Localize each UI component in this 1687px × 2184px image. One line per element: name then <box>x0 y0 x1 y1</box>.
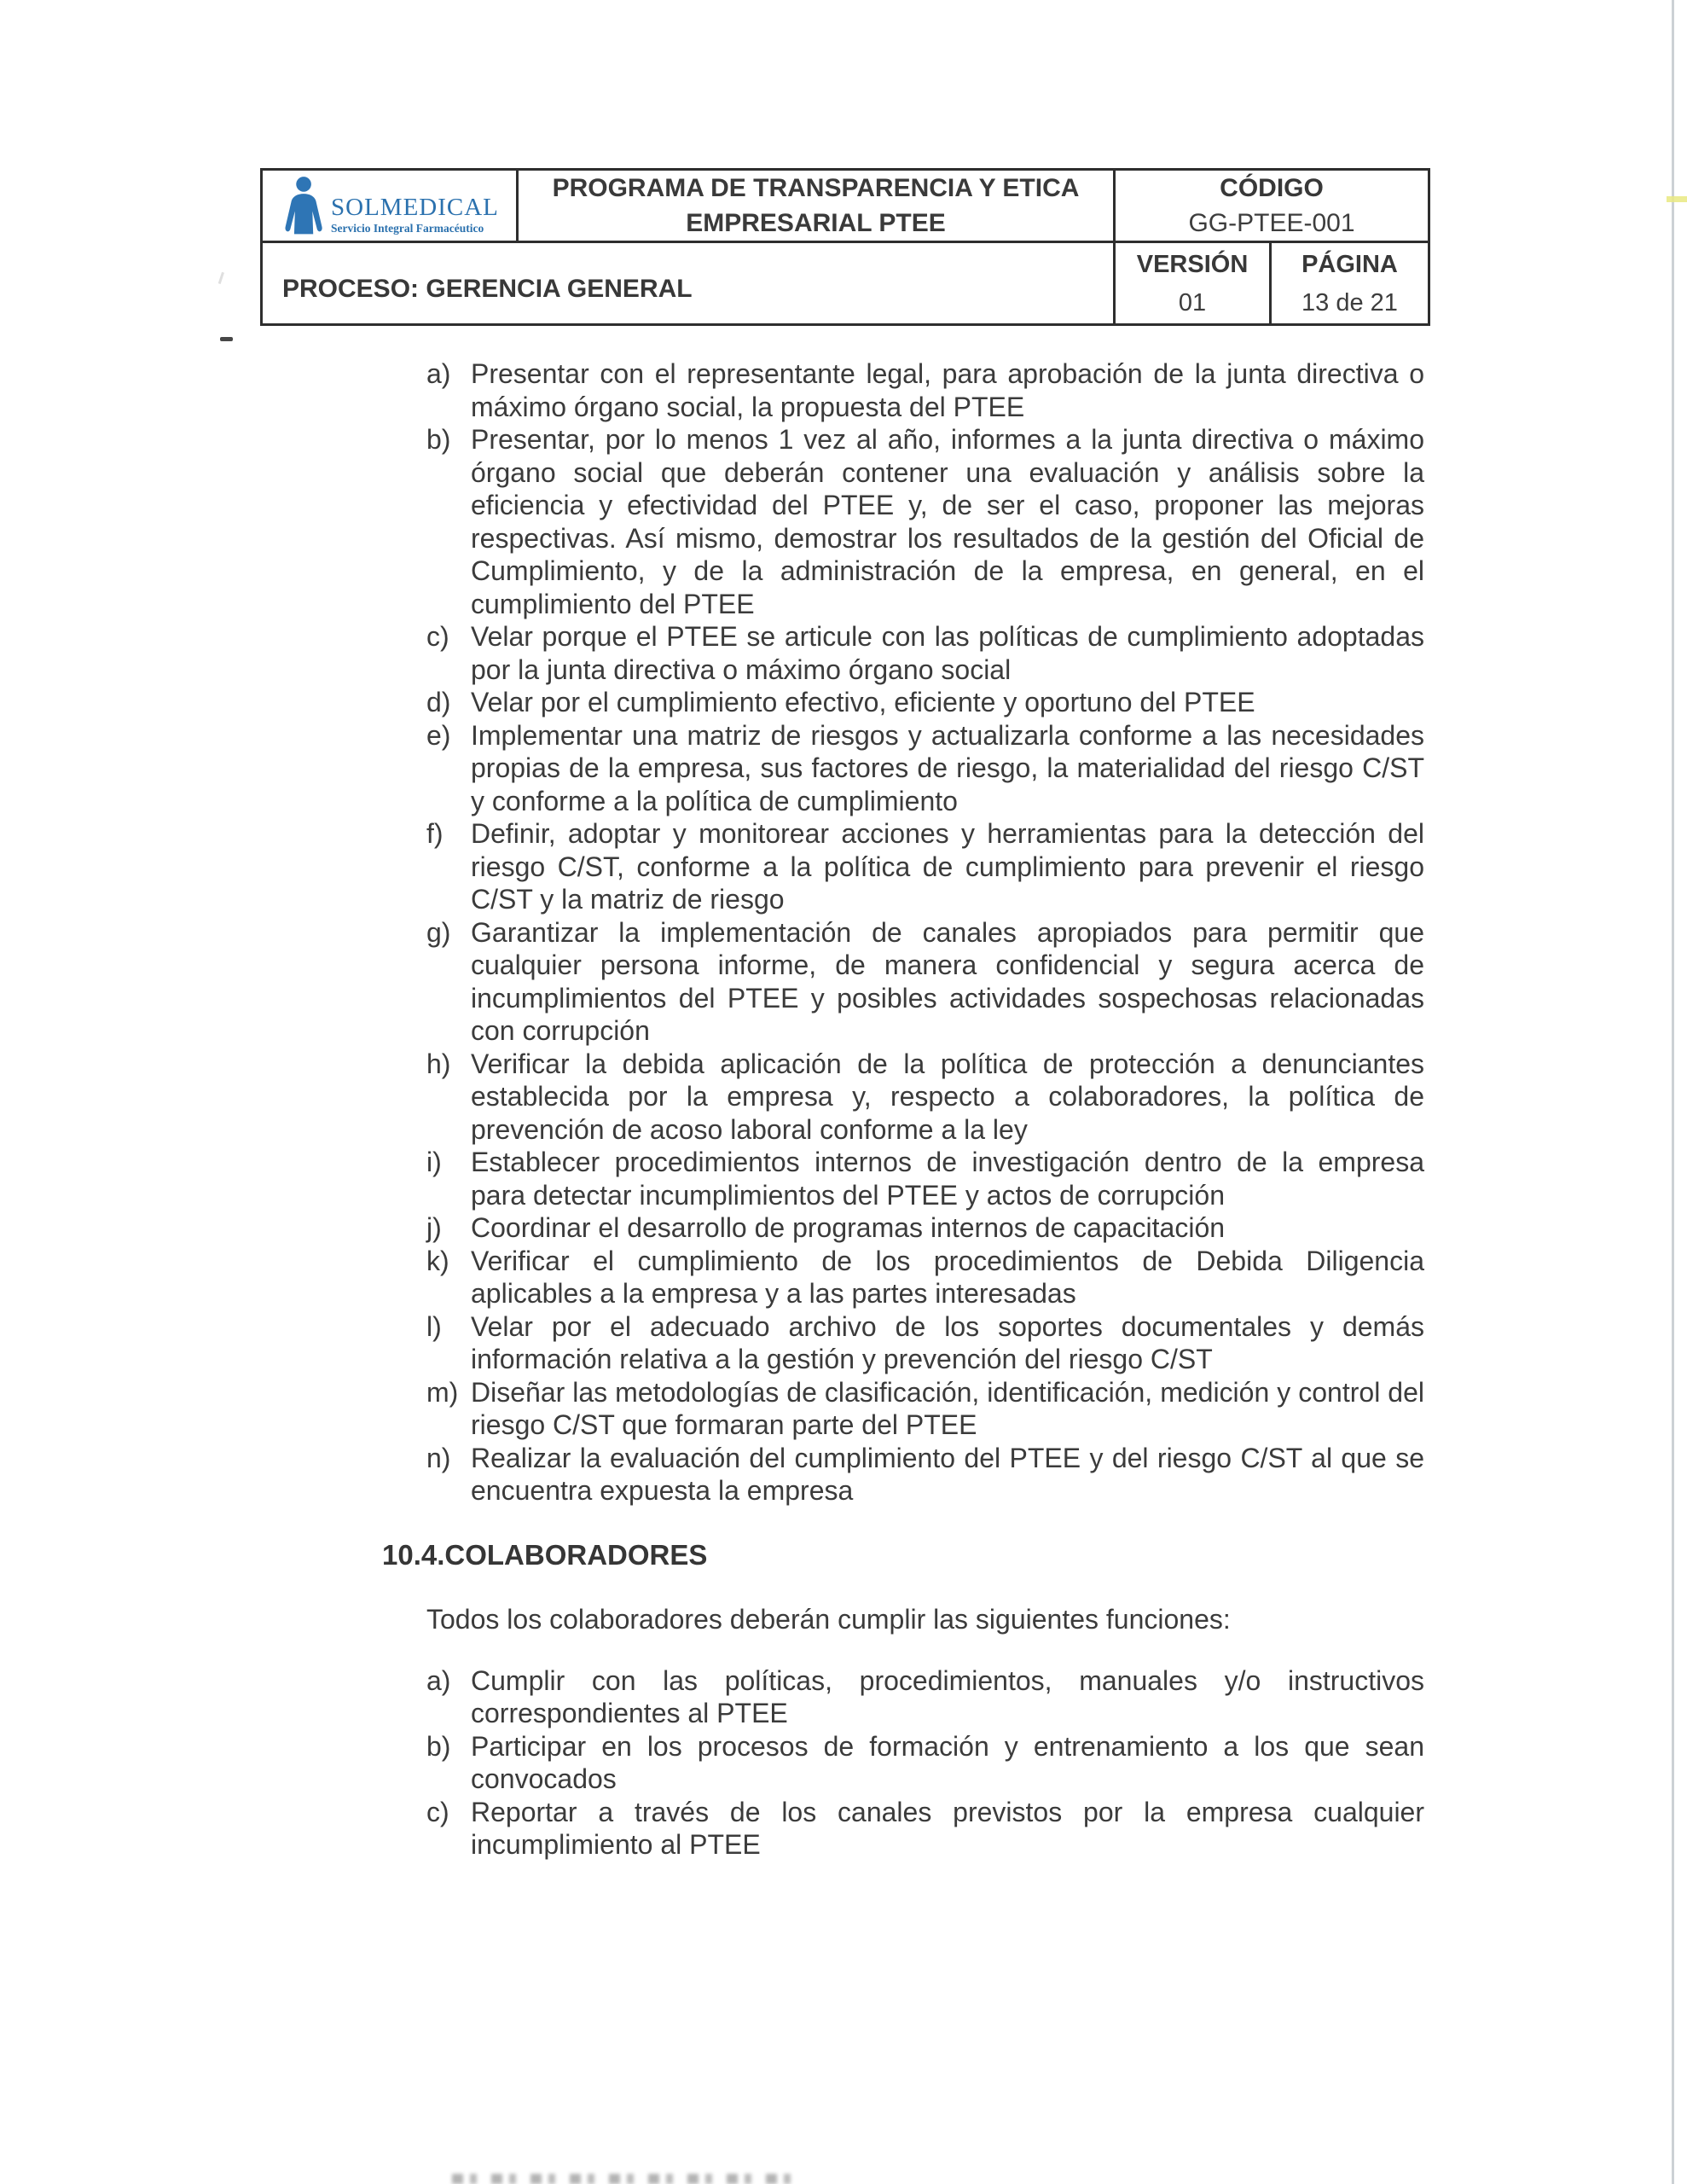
list-item-text: Presentar con el representante legal, para aprobación de la junta directiva o máximo órgano social, la propuesta del PTEE <box>471 358 1424 422</box>
header-table <box>260 168 1430 326</box>
proceso-label: PROCESO: GERENCIA GENERAL <box>282 275 693 303</box>
codigo-cell <box>1116 171 1428 241</box>
codigo-label: CÓDIGO <box>1220 173 1324 202</box>
list-item-letter: e) <box>426 719 451 751</box>
list-item <box>426 686 1424 719</box>
section-heading: 10.4.COLABORADORES <box>382 1538 708 1571</box>
list-item-text: Garantizar la implementación de canales apropiados para permitir que cualquier persona informe, de manera confidencial y segura acerca de incumplimientos del PTEE y posibles actividades sospechosas relacionadas con corrupción <box>471 916 1424 1046</box>
codigo-value: GG-PTEE-001 <box>1188 208 1355 237</box>
brand-text-block <box>331 195 499 235</box>
list-item-text: Participar en los procesos de formación y entrenamiento a los que sean convocados <box>471 1730 1424 1794</box>
list-item-text: Implementar una matriz de riesgos y actualizarla conforme a las necesidades propias de la empresa, sus factores de riesgo, la materialidad del riesgo C/ST y conforme a la política de cumplimiento <box>471 719 1424 816</box>
title-cell <box>519 171 1116 241</box>
list-item-letter: l) <box>426 1310 442 1342</box>
version-cell <box>1116 241 1272 323</box>
list-item-letter: k) <box>426 1245 449 1276</box>
list-item-text: Presentar, por lo menos 1 vez al año, informes a la junta directiva o máximo órgano social que deberán contener una evaluación y análisis sobre la eficiencia y efectividad del PTEE y, de ser el caso, proponer las mejoras respectivas. Así mismo, demostrar los resultados de la gestión del Oficial de Cumplimiento, y de la administración de la empresa, en general, en el cumplimiento del PTEE <box>471 424 1424 619</box>
list-item-letter: i) <box>426 1147 442 1177</box>
list-item-text: Velar por el adecuado archivo de los soportes documentales y demás información relativa a la gestión y prevención del riesgo C/ST <box>471 1310 1424 1374</box>
list-item-text: Realizar la evaluación del cumplimiento del PTEE y del riesgo C/ST al que se encuentra expuesta la empresa <box>471 1442 1424 1506</box>
scan-edge-line <box>1672 0 1674 2184</box>
list-item <box>426 423 1424 620</box>
list-item <box>426 1376 1424 1442</box>
list-item <box>426 1442 1424 1507</box>
list-item-text: Verificar la debida aplicación de la política de protección a denunciantes establecida por la empresa y, respecto a colaboradores, la política de prevención de acoso laboral conforme a la ley <box>471 1048 1424 1145</box>
list-item <box>426 916 1424 1048</box>
list-item-letter: a) <box>426 1664 451 1696</box>
list-item <box>426 1664 1424 1730</box>
list-item <box>426 1796 1424 1862</box>
pagina-value: 13 de 21 <box>1301 289 1398 317</box>
list-item <box>426 1211 1424 1245</box>
margin-stray-mark <box>213 270 224 284</box>
pagina-label: PÁGINA <box>1301 251 1398 278</box>
list-item-text: Coordinar el desarrollo de programas internos de capacitación <box>471 1212 1226 1243</box>
list-item-text: Cumplir con las políticas, procedimientos, manuales y/o instructivos correspondientes al PTEE <box>471 1664 1424 1728</box>
list-item-text: Verificar el cumplimiento de los procedimientos de Debida Diligencia aplicables a la empresa y a las partes interesadas <box>471 1245 1424 1309</box>
list-item-letter: f) <box>426 818 443 849</box>
list-item-letter: n) <box>426 1442 451 1473</box>
list-item <box>426 620 1424 686</box>
bottom-cutoff-smudge <box>452 2174 802 2184</box>
list-item-text: Definir, adoptar y monitorear acciones y herramientas para la detección del riesgo C/ST, conforme a la política de cumplimiento para prevenir el riesgo C/ST y la matriz de riesgo <box>471 818 1424 915</box>
list-item-letter: b) <box>426 1730 451 1762</box>
proceso-cell <box>263 241 1116 323</box>
list-item-text: Velar por el cumplimiento efectivo, eficiente y oportuno del PTEE <box>471 687 1255 717</box>
list-item-letter: j) <box>426 1212 442 1243</box>
list-item <box>426 1048 1424 1147</box>
person-icon <box>282 175 327 236</box>
list-item-text: Diseñar las metodologías de clasificación, identificación, medición y control del riesgo C/ST que formaran parte del PTEE <box>471 1376 1424 1440</box>
list-item <box>426 719 1424 818</box>
list-item-letter: c) <box>426 621 449 652</box>
list-item <box>426 357 1424 423</box>
document-body <box>382 357 1424 1862</box>
list-item-letter: g) <box>426 916 451 948</box>
version-label: VERSIÓN <box>1136 251 1249 278</box>
pagina-cell <box>1272 241 1428 323</box>
list-item <box>426 1146 1424 1211</box>
list-item-text: Velar porque el PTEE se articule con las políticas de cumplimiento adoptadas por la junta directiva o máximo órgano social <box>471 621 1424 685</box>
logo-cell <box>263 171 519 241</box>
brand-tagline: Servicio Integral Farmacéutico <box>331 222 484 235</box>
list-item-letter: c) <box>426 1796 449 1827</box>
margin-dash-mark <box>220 337 233 341</box>
list-item <box>426 817 1424 916</box>
list-item-letter: d) <box>426 687 451 717</box>
brand-name: SOLMEDICAL <box>331 194 499 221</box>
list-item <box>426 1730 1424 1796</box>
collaborator-duties-list <box>382 1664 1424 1862</box>
highlighter-tick <box>1667 196 1687 202</box>
list-item-text: Establecer procedimientos internos de investigación dentro de la empresa para detectar incumplimientos del PTEE y actos de corrupción <box>471 1147 1424 1211</box>
version-value: 01 <box>1178 289 1207 317</box>
list-item-letter: h) <box>426 1048 451 1079</box>
list-item-letter: a) <box>426 358 451 389</box>
list-item-letter: m) <box>426 1376 459 1408</box>
oficial-duties-list <box>382 357 1424 1507</box>
doc-title-line1: PROGRAMA DE TRANSPARENCIA Y ETICA <box>552 173 1080 202</box>
list-item <box>426 1245 1424 1310</box>
doc-title-line2: EMPRESARIAL PTEE <box>686 208 946 237</box>
list-item <box>426 1310 1424 1376</box>
intro-text: Todos los colaboradores deberán cumplir las siguientes funciones: <box>426 1604 1231 1635</box>
list-item-text: Reportar a través de los canales previstos por la empresa cualquier incumplimiento al PTEE <box>471 1796 1424 1860</box>
list-item-letter: b) <box>426 424 451 455</box>
